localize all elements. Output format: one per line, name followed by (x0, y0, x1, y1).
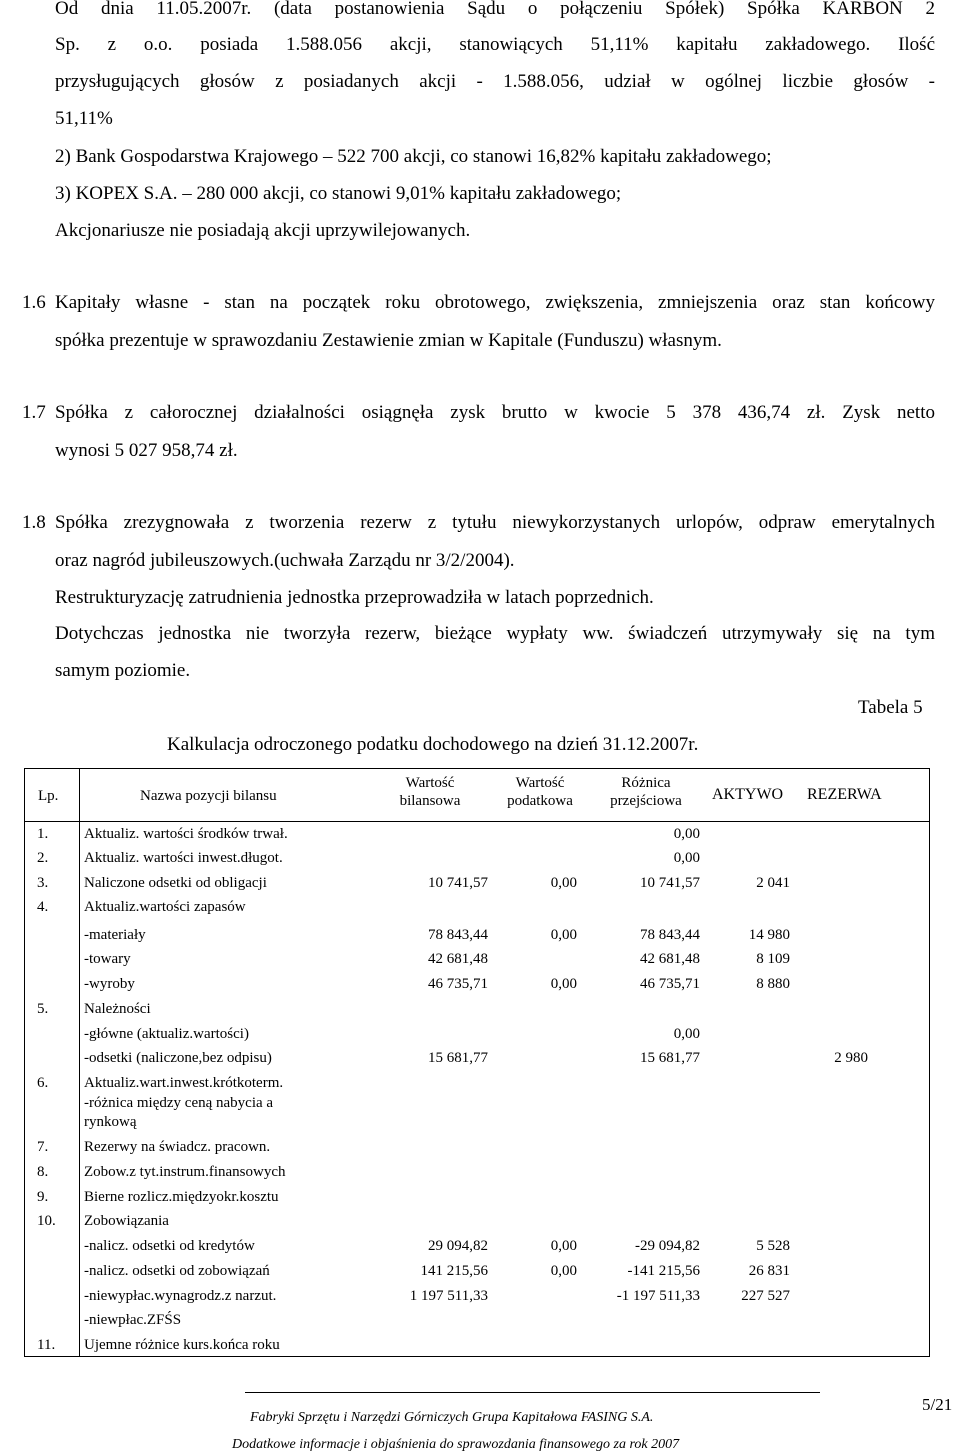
row-name: Rezerwy na świadcz. pracown. (84, 1139, 271, 1155)
row-name: -towary (84, 951, 131, 967)
row-diff-value: 78 843,44 (640, 927, 700, 943)
page-number: 5/21 (922, 1395, 953, 1414)
lp-number: 11. (37, 1337, 56, 1353)
row-tax-value: 0,00 (550, 927, 577, 943)
text-line: samym poziomie. (55, 660, 191, 681)
row-book-value: 15 681,77 (428, 1050, 488, 1066)
header-book-value: Wartość bilansowa (399, 775, 461, 809)
row-name: Aktualiz. wartości środków trwał. (84, 826, 288, 842)
row-tax-value: 0,00 (550, 976, 577, 992)
header-difference: Różnica przejściowa (610, 775, 682, 809)
row-tax-value: 0,00 (550, 1238, 577, 1254)
row-tax-value: 0,00 (550, 1263, 577, 1279)
row-diff-value: 46 735,71 (640, 976, 700, 992)
row-name: -główne (aktualiz.wartości) (84, 1026, 249, 1042)
row-asset-value: 26 831 (748, 1263, 790, 1279)
section-number: 1.6 (22, 292, 46, 313)
row-book-value: 42 681,48 (428, 951, 488, 967)
header-asset: AKTYWO (712, 786, 784, 803)
row-asset-value: 2 041 (756, 875, 790, 891)
text-line: Spółka z całorocznej działalności osiągnęła zysk brutto w kwocie 5 378 436,74 zł. Zysk netto (55, 402, 935, 423)
row-name: Bierne rozlicz.międzyokr.kosztu (84, 1189, 279, 1205)
section-number: 1.8 (22, 512, 46, 533)
row-diff-value: 0,00 (673, 826, 700, 842)
text-line: wynosi 5 027 958,74 zł. (55, 440, 238, 461)
row-asset-value: 8 880 (756, 976, 790, 992)
row-name: -niewypłac.wynagrodz.z narzut. (84, 1288, 277, 1304)
row-asset-value: 8 109 (756, 951, 790, 967)
row-name: Aktualiz. wartości inwest.długot. (84, 850, 283, 866)
row-book-value: 46 735,71 (428, 976, 488, 992)
lp-number: 5. (37, 1001, 49, 1017)
section-number: 1.7 (22, 402, 46, 423)
lp-number: 9. (37, 1189, 49, 1205)
lp-number: 4. (37, 899, 49, 915)
text-line: Sp. z o.o. posiada 1.588.056 akcji, stanowiących 51,11% kapitału zakładowego. Ilość (55, 34, 935, 55)
row-diff-value: -1 197 511,33 (616, 1288, 700, 1304)
text-line: Dotychczas jednostka nie tworzyła rezerw, bieżące wypłaty ww. świadczeń utrzymywały się na tym (55, 623, 935, 644)
row-book-value: 141 215,56 (420, 1263, 488, 1279)
row-reserve-value: 2 980 (834, 1050, 868, 1066)
row-name: -niewpłac.ZFŚS (84, 1312, 182, 1328)
lp-number: 10. (37, 1213, 56, 1229)
row-book-value: 78 843,44 (428, 927, 488, 943)
text-line: przysługujących głosów z posiadanych akcji - 1.588.056, udział w ogólnej liczbie głosów - (55, 71, 935, 92)
lp-number: 8. (37, 1164, 49, 1180)
row-name: Aktualiz.wartości zapasów (84, 899, 246, 915)
row-diff-value: 0,00 (673, 850, 700, 866)
row-book-value: 1 197 511,33 (409, 1288, 488, 1304)
row-name: Zobowiązania (84, 1213, 169, 1229)
row-diff-value: -29 094,82 (635, 1238, 700, 1254)
row-name: -odsetki (naliczone,bez odpisu) (84, 1050, 272, 1066)
lp-number: 3. (37, 875, 49, 891)
lp-number: 2. (37, 850, 49, 866)
row-diff-value: -141 215,56 (627, 1263, 700, 1279)
text-line: Od dnia 11.05.2007r. (data postanowienia Sądu o połączeniu Spółek) Spółka KARBON 2 (55, 0, 935, 19)
text-line: spółka prezentuje w sprawozdaniu Zestawienie zmian w Kapitale (Funduszu) własnym. (55, 330, 722, 351)
row-name: rynkową (84, 1114, 137, 1130)
row-name: Aktualiz.wart.inwest.krótkoterm. (84, 1075, 284, 1091)
row-diff-value: 0,00 (673, 1026, 700, 1042)
text-line: Akcjonariusze nie posiadają akcji uprzywilejowanych. (55, 220, 471, 241)
text-line: oraz nagród jubileuszowych.(uchwała Zarządu nr 3/2/2004). (55, 550, 515, 571)
lp-number: 7. (37, 1139, 49, 1155)
row-name: Ujemne różnice kurs.końca roku (84, 1337, 280, 1353)
header-reserve: REZERWA (807, 786, 882, 803)
text-line: Kapitały własne - stan na początek roku obrotowego, zwiększenia, zmniejszenia oraz stan końcowy (55, 292, 935, 313)
row-name: -różnica między ceną nabycia a (84, 1095, 274, 1111)
header-name: Nazwa pozycji bilansu (140, 788, 277, 804)
row-name: -nalicz. odsetki od kredytów (84, 1238, 255, 1254)
row-tax-value: 0,00 (550, 875, 577, 891)
footer-company: Fabryki Sprzętu i Narzędzi Górniczych Grupa Kapitałowa FASING S.A. (250, 1410, 654, 1425)
text-line: Spółka zrezygnowała z tworzenia rezerw z tytułu niewykorzystanych urlopów, odpraw emerytalnych (55, 512, 935, 533)
row-diff-value: 42 681,48 (640, 951, 700, 967)
row-name: Naliczone odsetki od obligacji (84, 875, 267, 891)
row-book-value: 10 741,57 (428, 875, 488, 891)
footer-report-title: Dodatkowe informacje i objaśnienia do sprawozdania finansowego za rok 2007 (232, 1437, 680, 1452)
row-asset-value: 227 527 (741, 1288, 790, 1304)
row-name: -nalicz. odsetki od zobowiązań (84, 1263, 270, 1279)
row-asset-value: 5 528 (756, 1238, 790, 1254)
header-lp: Lp. (38, 788, 59, 804)
row-name: Zobow.z tyt.instrum.finansowych (84, 1164, 286, 1180)
row-name: Należności (84, 1001, 151, 1017)
row-name: -materiały (84, 927, 146, 943)
shareholder-line: 3) KOPEX S.A. – 280 000 akcji, co stanowi 9,01% kapitału zakładowego; (55, 183, 622, 204)
text-line: 51,11% (55, 108, 113, 129)
row-diff-value: 15 681,77 (640, 1050, 700, 1066)
shareholder-line: 2) Bank Gospodarstwa Krajowego – 522 700 akcji, co stanowi 16,82% kapitału zakładowego; (55, 146, 772, 167)
row-diff-value: 10 741,57 (640, 875, 700, 891)
table-label: Tabela 5 (858, 697, 923, 718)
text-line: Restrukturyzację zatrudnienia jednostka przeprowadziła w latach poprzednich. (55, 587, 654, 608)
header-tax-value: Wartość podatkowa (507, 775, 573, 809)
lp-number: 6. (37, 1075, 49, 1091)
lp-number: 1. (37, 826, 49, 842)
row-asset-value: 14 980 (748, 927, 790, 943)
row-book-value: 29 094,82 (428, 1238, 488, 1254)
footer-rule (245, 1392, 820, 1393)
table-title: Kalkulacja odroczonego podatku dochodowego na dzień 31.12.2007r. (167, 734, 699, 755)
row-name: -wyroby (84, 976, 135, 992)
